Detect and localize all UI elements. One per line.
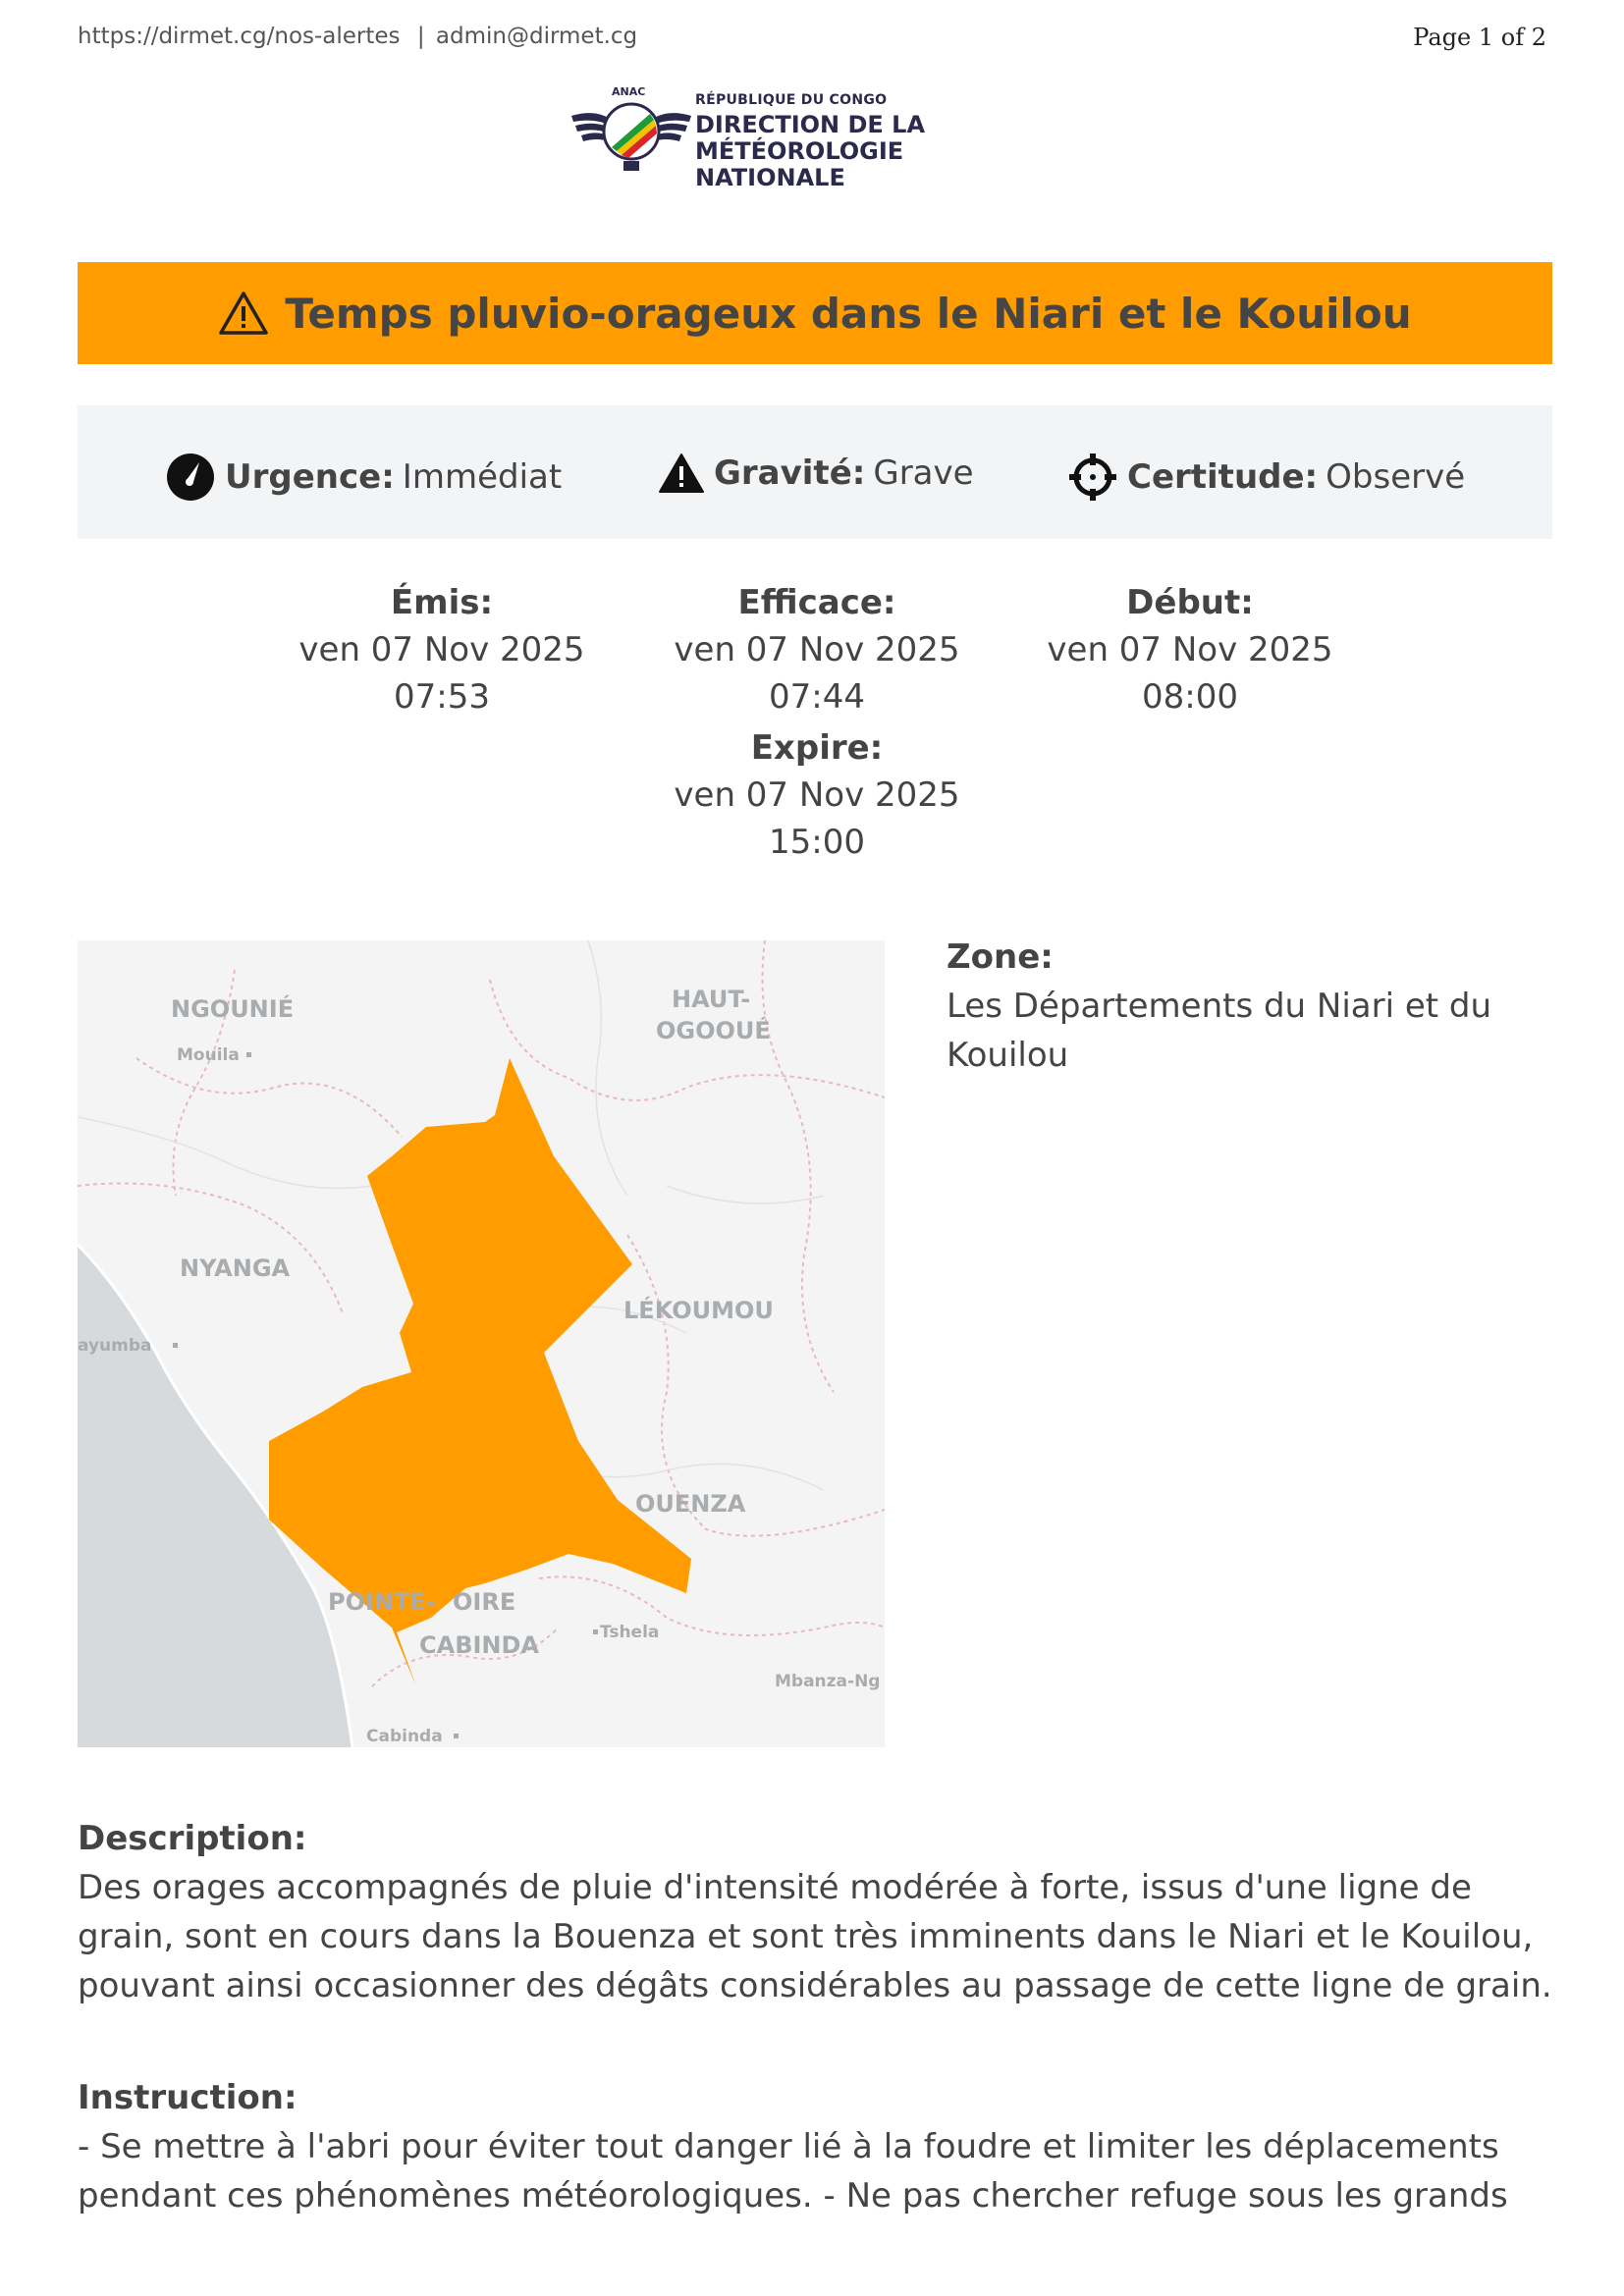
map-label-cabinda-town: Cabinda (366, 1727, 443, 1746)
page-header-source (78, 24, 637, 49)
exclamation-triangle-icon (659, 453, 704, 494)
severity-status (659, 453, 974, 494)
gauge-icon (166, 453, 215, 502)
map-canvas (78, 940, 885, 1747)
urgency-label: Urgence: (225, 457, 395, 497)
description-section (78, 1814, 1560, 2010)
alert-area-map[interactable] (78, 940, 885, 1747)
zone-value: Les Départements du Niari et du Kouilou (947, 987, 1492, 1075)
logo-country: RÉPUBLIQUE DU CONGO (695, 92, 888, 108)
severity-value: Grave (873, 454, 974, 493)
contact-email[interactable]: admin@dirmet.cg (435, 24, 638, 49)
map-label-nyanga: NYANGA (180, 1255, 291, 1282)
certainty-label: Certitude: (1127, 457, 1319, 497)
effective-date: ven 07 Nov 2025 (674, 630, 960, 669)
alert-dates (0, 579, 1624, 874)
map-label-ngounie: NGOUNIÉ (171, 995, 295, 1023)
onset-date-block (1003, 579, 1377, 721)
onset-time: 08:00 (1142, 677, 1238, 717)
instruction-label: Instruction: (78, 2078, 298, 2117)
expires-date: ven 07 Nov 2025 (674, 775, 960, 815)
certainty-status (1068, 453, 1465, 502)
map-label-cabinda: CABINDA (419, 1631, 539, 1659)
urgency-status (166, 453, 562, 502)
instruction-section (78, 2073, 1560, 2220)
warning-icon (218, 291, 269, 336)
certainty-value: Observé (1326, 457, 1466, 497)
zone-section (947, 933, 1555, 1080)
description-label: Description: (78, 1819, 307, 1858)
map-label-mayumba: ayumba (78, 1336, 152, 1356)
issued-time: 07:53 (394, 677, 490, 717)
issued-date: ven 07 Nov 2025 (298, 630, 585, 669)
header-separator: | (416, 24, 425, 49)
map-label-pointe: POINTE- (328, 1588, 436, 1616)
dirmet-logo (568, 82, 1058, 191)
expires-date-block (630, 724, 1003, 866)
alert-status-bar (78, 405, 1552, 539)
map-label-noire: OIRE (453, 1588, 516, 1616)
description-text: Des orages accompagnés de pluie d'intensité modérée à forte, issus d'une ligne de grain, sont en cours dans la Bouenza et sont très imminents dans le Niari et le Kouilou, pouvant ainsi occasionner des dégâts considérables au passage de cette ligne de grain. (78, 1868, 1552, 2005)
instruction-text: - Se mettre à l'abri pour éviter tout danger lié à la foudre et limiter les déplacements pendant ces phénomènes météorologiques. - Ne pas chercher refuge sous les grands (78, 2127, 1508, 2216)
crosshair-icon (1068, 453, 1117, 502)
onset-label: Début: (1126, 583, 1254, 622)
emblem-text: ANAC (612, 85, 646, 98)
issued-label: Émis: (390, 583, 494, 622)
effective-time: 07:44 (769, 677, 865, 717)
alert-banner (78, 262, 1552, 364)
alert-title: Temps pluvio-orageux dans le Niari et le Kouilou (285, 289, 1412, 338)
zone-label: Zone: (947, 937, 1054, 977)
map-label-tshela: Tshela (600, 1623, 660, 1642)
expires-time: 15:00 (769, 823, 865, 862)
map-label-mouila: Mouila (177, 1045, 240, 1065)
page-number: Page 1 of 2 (1413, 24, 1546, 51)
source-url[interactable]: https://dirmet.cg/nos-alertes (78, 24, 401, 49)
severity-label: Gravité: (714, 454, 866, 493)
map-label-mbanza: Mbanza-Ng (775, 1672, 881, 1691)
effective-date-block (630, 579, 1003, 721)
logo-line-2: MÉTÉOROLOGIE NATIONALE (695, 137, 904, 191)
issued-date-block (255, 579, 628, 721)
logo-line-1: DIRECTION DE LA (695, 111, 926, 138)
map-label-haut: HAUT- (672, 986, 751, 1013)
onset-date: ven 07 Nov 2025 (1047, 630, 1333, 669)
expires-label: Expire: (750, 728, 884, 768)
map-label-lekoumou: LÉKOUMOU (623, 1297, 774, 1324)
effective-label: Efficace: (737, 583, 896, 622)
map-label-ogooue: OGOOUÉ (656, 1017, 771, 1044)
urgency-value: Immédiat (402, 457, 563, 497)
map-label-bouenza: OUENZA (635, 1490, 746, 1518)
logo-wordmark (695, 92, 1058, 191)
